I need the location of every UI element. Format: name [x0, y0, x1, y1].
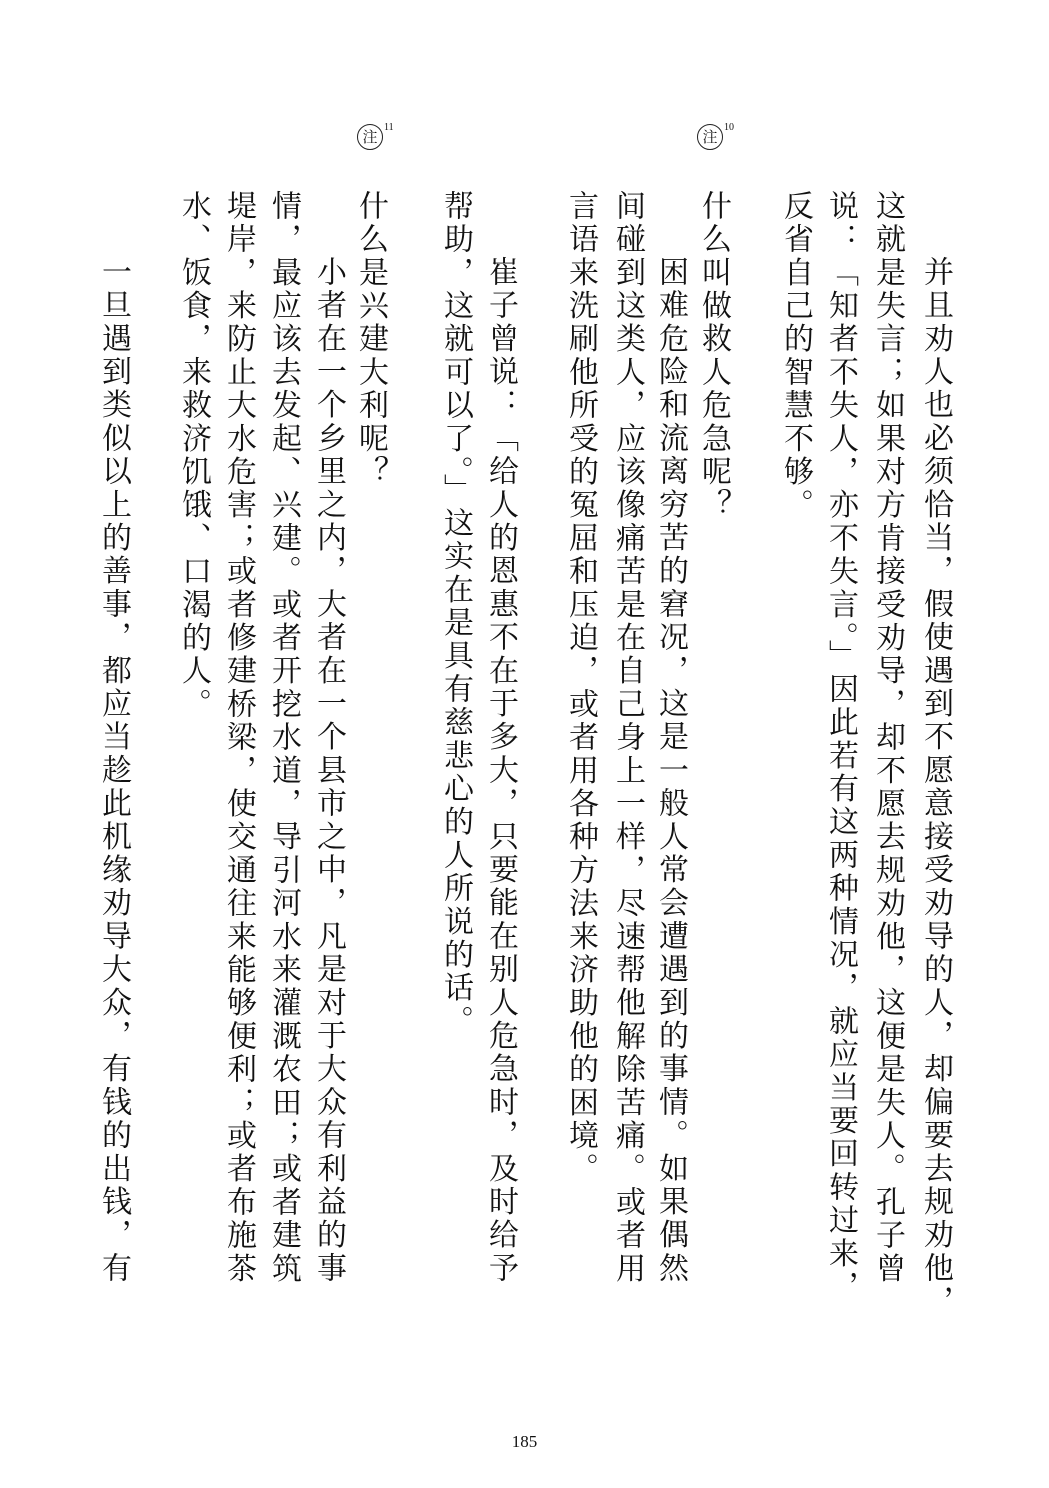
text-column: 言语来洗刷他所受的冤屈和压迫，或者用各种方法来济助他的困境。	[563, 190, 598, 1186]
text-column: 困难危险和流离穷苦的窘况，这是一般人常会遭遇到的事情。如果偶然	[653, 256, 688, 1286]
section-heading: 什么叫做救人危急呢？	[696, 190, 731, 522]
section-heading: 什么是兴建大利呢？	[353, 190, 388, 489]
note-number: 10	[724, 122, 734, 133]
text-column: 小者在一个乡里之内，大者在一个县市之中，凡是对于大众有利益的事	[311, 256, 346, 1286]
text-column: 一旦遇到类似以上的善事，都应当趁此机缘劝导大众，有钱的出钱，有	[96, 256, 131, 1286]
note-number: 11	[384, 122, 394, 133]
note-marker-11	[357, 124, 394, 150]
text-column: 间碰到这类人，应该像痛苦是在自己身上一样，尽速帮他解除苦痛。或者用	[610, 190, 645, 1286]
text-column: 情，最应该去发起、兴建。或者开挖水道，导引河水来灌溉农田；或者建筑	[266, 190, 301, 1286]
text-column: 帮助，这就可以了。」这实在是具有慈悲心的人所说的话。	[438, 190, 473, 1039]
text-column: 堤岸，来防止大水危害；或者修建桥梁，使交通往来能够便利；或者布施茶	[221, 190, 256, 1286]
text-column: 崔子曾说：「给人的恩惠不在于多大，只要能在别人危急时，及时给予	[483, 256, 518, 1286]
text-column: 水、饭食，来救济饥饿、口渴的人。	[176, 190, 211, 722]
page-number: 185	[511, 1432, 538, 1451]
note-marker-10	[697, 124, 734, 150]
text-column: 反省自己的智慧不够。	[778, 190, 813, 522]
note-circle-icon: 注	[697, 124, 723, 150]
text-column: 并且劝人也必须恰当，假使遇到不愿意接受劝导的人，却偏要去规劝他，	[918, 256, 953, 1319]
text-column: 说：「知者不失人，亦不失言。」因此若有这两种情况，就应当要回转过来，	[823, 190, 858, 1304]
text-column: 这就是失言；如果对方肯接受劝导，却不愿去规劝他，这便是失人。孔子曾	[870, 190, 905, 1286]
note-circle-icon: 注	[357, 124, 383, 150]
